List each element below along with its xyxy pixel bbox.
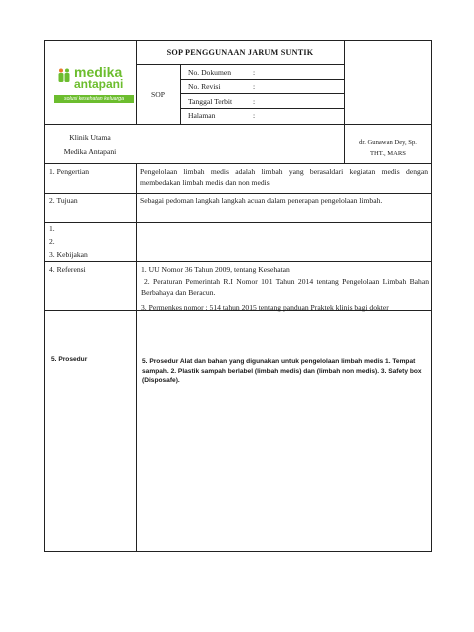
field-halaman: Halaman (188, 111, 216, 120)
border-top (44, 40, 432, 41)
section-label-tujuan: 2. Tujuan (49, 196, 78, 205)
border-bottom (44, 551, 432, 552)
logo-word-antapani: antapani (74, 77, 124, 91)
clinic-name-line2: Medika Antapani (63, 147, 117, 156)
field-separator: : (253, 111, 256, 120)
header-bottom-line (44, 124, 432, 125)
sop-label: SOP (151, 90, 165, 99)
field-separator: : (253, 97, 256, 106)
field-separator: : (253, 68, 256, 77)
signer-name-line2: THT., MARS (370, 150, 406, 157)
field-line (180, 93, 344, 94)
section-line (44, 261, 432, 262)
field-no-revisi: No. Revisi (188, 82, 221, 91)
section-line (44, 222, 432, 223)
section-label-pengertian: 1. Pengertian (49, 167, 90, 176)
clinic-bottom-line (44, 163, 432, 164)
section-text-tujuan: Sebagai pedoman langkah langkah acuan dalam penerapan pengelolaan limbah. (140, 196, 383, 205)
signer-name-line1: dr. Gunawan Dey, Sp. (359, 139, 417, 146)
list-item-2: 2. (49, 237, 55, 246)
border-left (44, 40, 45, 552)
logo-tagline: solusi kesehatan keluarga (54, 95, 134, 103)
section-label-referensi: 4. Referensi (49, 265, 86, 274)
field-no-dokumen: No. Dokumen (188, 68, 232, 77)
section-label-kebijakan: 3. Kebijakan (49, 250, 88, 259)
field-tanggal-terbit: Tanggal Terbit (188, 97, 233, 106)
reference-item-1: 1. UU Nomor 36 Tahun 2009, tentang Kesehatan (141, 265, 290, 274)
logo-word-medika: medika (74, 64, 123, 80)
list-item-1: 1. (49, 224, 55, 233)
section-label-prosedur: 5. Prosedur (51, 356, 88, 363)
section-text-prosedur: 5. Prosedur Alat dan bahan yang digunakan untuk pengelolaan limbah medis 1. Tempat sampah. 2. Plastik sampah berlabel (limbah medis) dan (limbah non medis). 3. Safety box (Disposafe). (142, 358, 422, 385)
clinic-name-line1: Klinik Utama (69, 133, 111, 142)
document-title: SOP PENGGUNAAN JARUM SUNTIK (166, 48, 314, 57)
reference-item-2: 2. Peraturan Pemerintah R.I Nomor 101 Tahun 2014 tentang Pengelolaan Limbah Bahan Berbahaya dan Beracun. (141, 277, 429, 297)
field-line (180, 79, 344, 80)
section-text-pengertian: Pengelolaan limbah medis adalah limbah yang berasaldari kegiatan medis dengan membedakan limbah medis dan non medis (140, 167, 428, 187)
field-line (180, 108, 344, 109)
people-logo-icon (57, 68, 73, 82)
sop-divider (180, 64, 181, 124)
title-divider (136, 64, 344, 65)
section-line (44, 193, 432, 194)
sop-document (44, 40, 432, 552)
reference-item-3: 3. Permenkes nomor : 514 tahun 2015 tentang panduan Praktek klinis bagi dokter (141, 303, 389, 312)
border-right (431, 40, 432, 552)
field-separator: : (253, 82, 256, 91)
